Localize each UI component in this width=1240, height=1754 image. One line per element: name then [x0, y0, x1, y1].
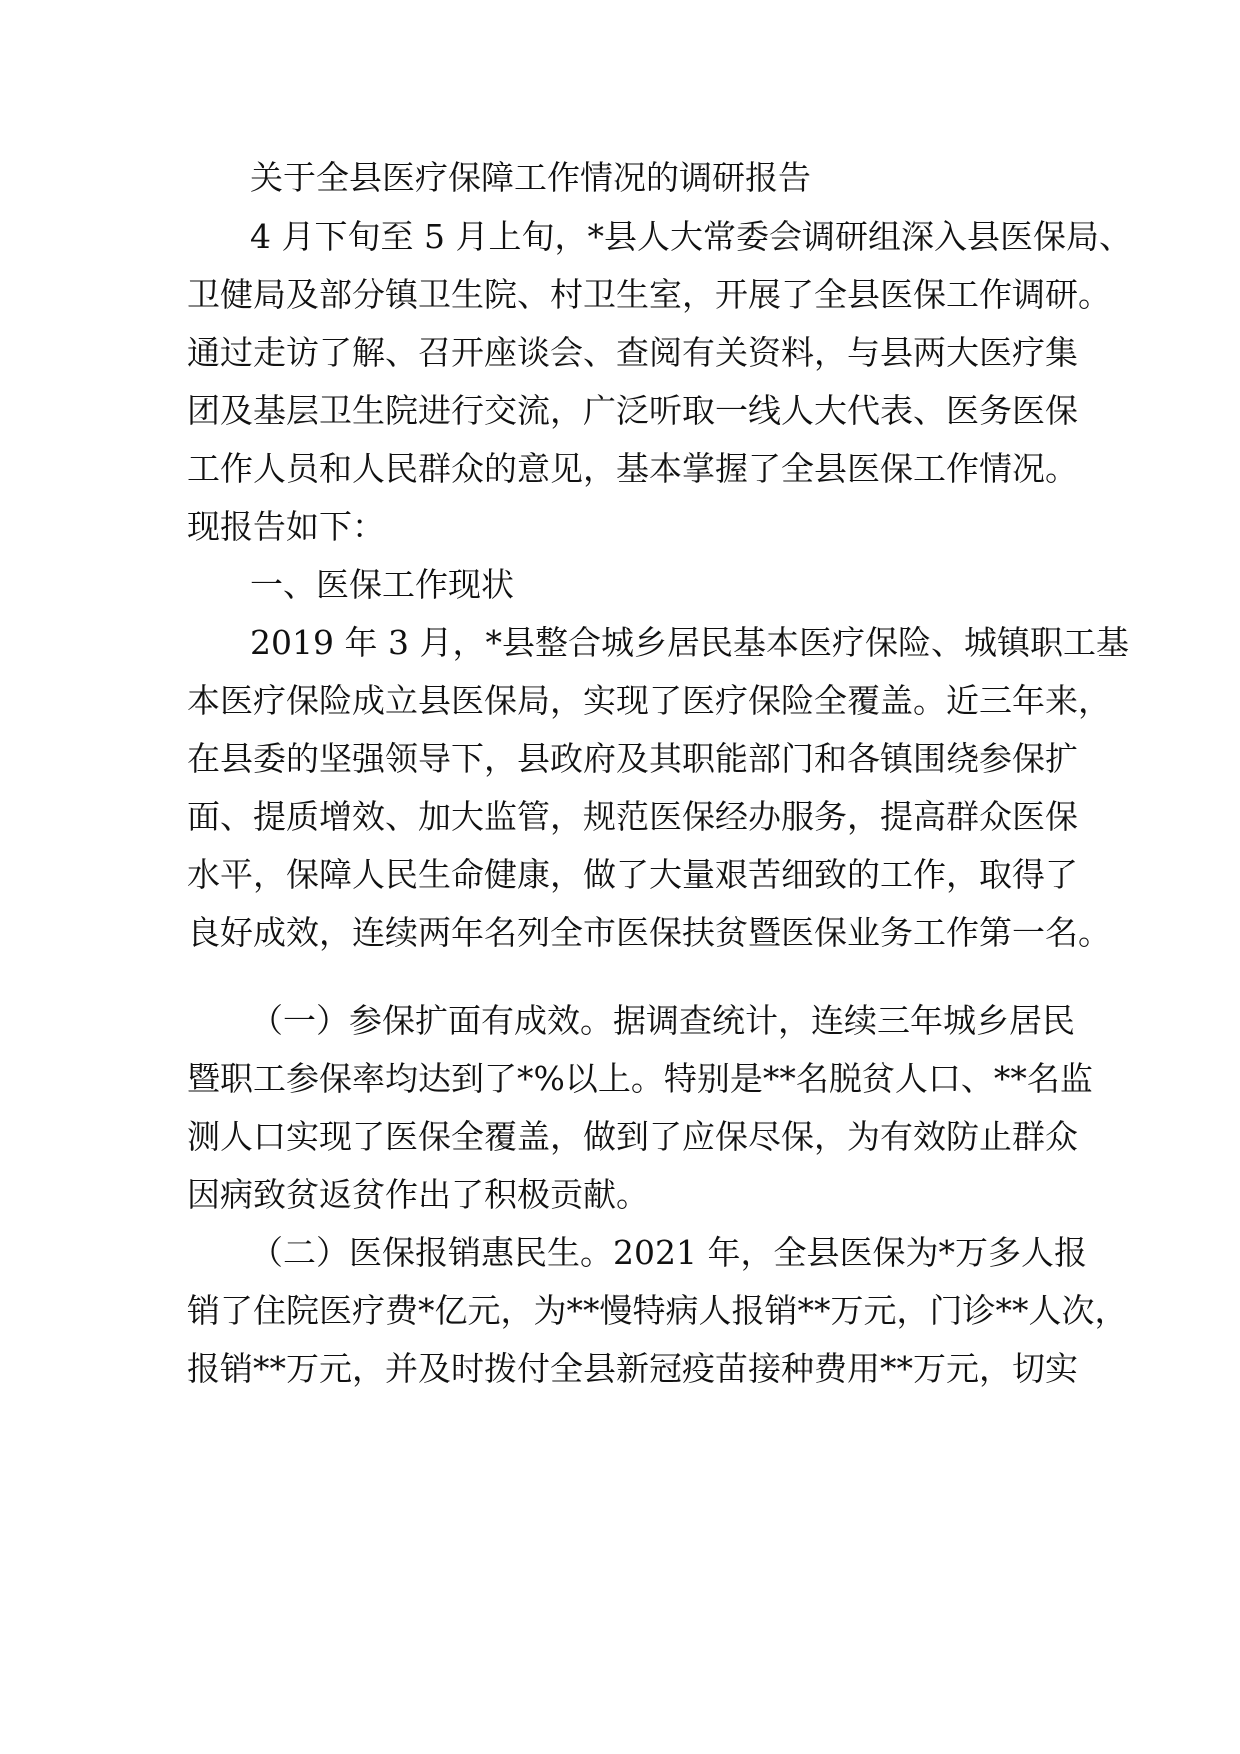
text-line: 水平，保障人民生命健康，做了大量艰苦细致的工作，取得了 [187, 855, 1078, 894]
text-line: 报销**万元，并及时拨付全县新冠疫苗接种费用**万元，切实 [187, 1349, 1078, 1388]
text-line: 良好成效，连续两年名列全市医保扶贫暨医保业务工作第一名。 [187, 913, 1111, 952]
text-line: 销了住院医疗费*亿元，为**慢特病人报销**万元，门诊**人次， [187, 1291, 1128, 1330]
document-title: 关于全县医疗保障工作情况的调研报告 [250, 158, 811, 197]
section-heading: 一、医保工作现状 [250, 565, 514, 604]
text-line: 现报告如下： [187, 507, 385, 546]
subsection-heading: （一）参保扩面有成效。据调查统计，连续三年城乡居民 [250, 1001, 1075, 1040]
text-line: 通过走访了解、召开座谈会、查阅有关资料，与县两大医疗集 [187, 333, 1078, 372]
text-line: 本医疗保险成立县医保局，实现了医疗保险全覆盖。近三年来， [187, 681, 1111, 720]
text-line: 团及基层卫生院进行交流，广泛听取一线人大代表、医务医保 [187, 391, 1078, 430]
text-line: 测人口实现了医保全覆盖，做到了应保尽保，为有效防止群众 [187, 1117, 1078, 1156]
text-line: 卫健局及部分镇卫生院、村卫生室，开展了全县医保工作调研。 [187, 275, 1111, 314]
text-line: 工作人员和人民群众的意见，基本掌握了全县医保工作情况。 [187, 449, 1078, 488]
text-line: 暨职工参保率均达到了*%以上。特别是**名脱贫人口、**名监 [187, 1059, 1093, 1098]
text-line: 因病致贫返贫作出了积极贡献。 [187, 1175, 649, 1214]
text-line: 4 月下旬至 5 月上旬，*县人大常委会调研组深入县医保局、 [250, 217, 1132, 256]
subsection-heading: （二）医保报销惠民生。2021 年，全县医保为*万多人报 [250, 1233, 1087, 1272]
text-line: 面、提质增效、加大监管，规范医保经办服务，提高群众医保 [187, 797, 1078, 836]
text-line: 2019 年 3 月，*县整合城乡居民基本医疗保险、城镇职工基 [250, 623, 1129, 662]
text-line: 在县委的坚强领导下，县政府及其职能部门和各镇围绕参保扩 [187, 739, 1078, 778]
